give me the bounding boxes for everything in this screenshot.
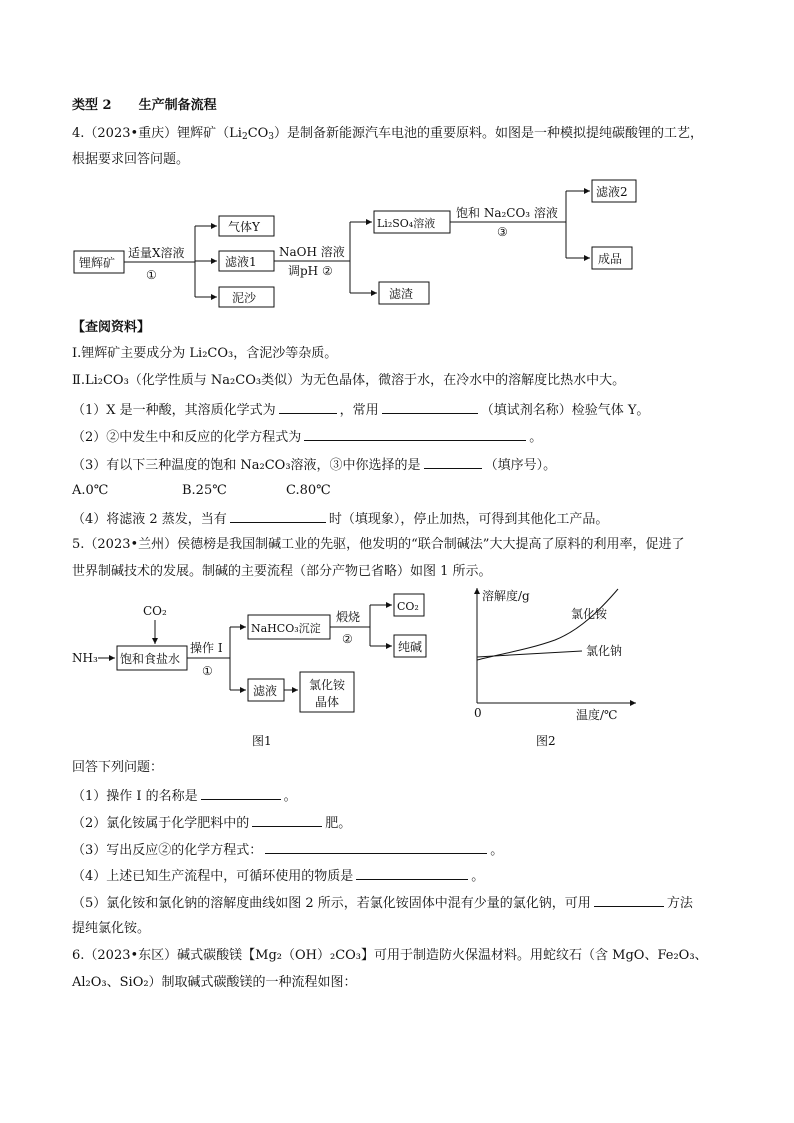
label-step3-reagent: 饱和 Na₂CO₃ 溶液 — [456, 206, 558, 220]
option-b[interactable]: B.25℃ — [182, 483, 227, 498]
q6-stem-line1: 6.（2023•东区）碱式碳酸镁【Mg₂（OH）₂CO₃】可用于制造防火保温材料。用蛇纹石（含 MgO、Fe₂O₃、 — [72, 948, 708, 963]
label-nahco3: NaHCO₃沉淀 — [251, 622, 321, 635]
answer-blank[interactable] — [279, 401, 337, 414]
q5-sub3: （3）写出反应②的化学方程式： 。 — [72, 843, 504, 858]
label-lithium-ore: 锂辉矿 — [79, 256, 116, 270]
answer-blank[interactable] — [594, 894, 664, 907]
curve-nacl — [477, 651, 582, 657]
q5-answer-prompt: 回答下列问题： — [72, 760, 164, 775]
label-gas-y: 气体Y — [228, 220, 260, 234]
q5-sub5-cont: 提纯氯化铵。 — [72, 921, 151, 936]
reference-1: Ⅰ.锂辉矿主要成分为 Li₂CO₃，含泥沙等杂质。 — [72, 346, 338, 361]
q5-stem-line1: 5.（2023•兰州）侯德榜是我国制碱工业的先驱，他发明的“联合制碱法”大大提高了原料的利用率，促进了 — [72, 537, 685, 552]
label-step2-reagent: NaOH 溶液 — [279, 245, 345, 259]
answer-blank[interactable] — [382, 401, 478, 414]
label-residue: 滤渣 — [389, 287, 414, 301]
label-curve-nh4cl: 氯化铵 — [571, 607, 608, 621]
graph-ylabel: 溶解度/g — [482, 589, 530, 603]
label-calcine-num: ② — [342, 632, 353, 646]
q4-stem-line2: 根据要求回答问题。 — [72, 152, 190, 167]
q5-figure2-solubility-graph — [460, 585, 660, 755]
label-filtrate1: 滤液1 — [225, 255, 257, 269]
label-op1: 操作 I — [190, 641, 223, 655]
q5-sub2: （2）氯化铵属于化学肥料中的 肥。 — [72, 816, 352, 831]
answer-blank[interactable] — [201, 787, 281, 800]
label-brine: 饱和食盐水 — [120, 652, 181, 666]
answer-blank[interactable] — [252, 814, 322, 827]
label-calcine: 煅烧 — [336, 610, 361, 624]
label-co2-out: CO₂ — [397, 600, 419, 613]
graph-origin: 0 — [474, 706, 482, 720]
q5-sub5: （5）氯化铵和氯化钠的溶解度曲线如图 2 所示，若氯化铵固体中混有少量的氯化钠，可用 方法 — [72, 896, 693, 911]
label-step1-num: ① — [146, 268, 157, 282]
label-step1-reagent: 适量X溶液 — [128, 246, 185, 260]
label-li2so4: Li₂SO₄溶液 — [377, 217, 436, 230]
reference-title: 【查阅资料】 — [72, 320, 151, 335]
graph-xlabel: 温度/℃ — [576, 708, 618, 722]
answer-blank[interactable] — [356, 867, 468, 880]
label-filtrate: 滤液 — [253, 684, 278, 698]
answer-blank[interactable] — [265, 841, 487, 854]
q5-sub4: （4）上述已知生产流程中，可循环使用的物质是 。 — [72, 869, 485, 884]
q4-flow-diagram — [0, 175, 794, 310]
label-nh4cl-1: 氯化铵 — [309, 678, 346, 692]
section-header — [72, 98, 217, 114]
option-a[interactable]: A.0℃ — [72, 483, 109, 498]
q4-options — [72, 483, 331, 499]
section-title: 生产制备流程 — [138, 98, 217, 113]
label-product: 成品 — [598, 252, 623, 266]
answer-blank[interactable] — [230, 510, 326, 523]
label-curve-nacl: 氯化钠 — [586, 644, 623, 658]
label-soda: 纯碱 — [398, 640, 423, 654]
label-nh3: NH₃ — [72, 651, 98, 665]
label-co2-in: CO₂ — [143, 604, 167, 618]
figure1-caption: 图1 — [252, 734, 272, 748]
answer-blank[interactable] — [424, 456, 482, 469]
q4-sub1: （1）X 是一种酸，其溶质化学式为 ，常用 （填试剂名称）检验气体 Y。 — [72, 403, 650, 418]
q4-sub3: （3）有以下三种温度的饱和 Na₂CO₃溶液，③中你选择的是 （填序号）。 — [72, 458, 557, 473]
answer-blank[interactable] — [304, 428, 526, 441]
label-step2-condition: 调pH ② — [288, 264, 333, 278]
label-op1-num: ① — [202, 664, 213, 678]
q6-stem-line2: Al₂O₃、SiO₂）制取碱式碳酸镁的一种流程如图： — [72, 975, 357, 990]
label-nh4cl-2: 晶体 — [315, 695, 340, 709]
label-filtrate2: 滤液2 — [596, 185, 628, 199]
label-step3-num: ③ — [497, 225, 508, 239]
label-mud: 泥沙 — [232, 291, 257, 305]
q4-sub4: （4）将滤液 2 蒸发，当有 时（填现象），停止加热，可得到其他化工产品。 — [72, 512, 609, 527]
q5-sub1: （1）操作 I 的名称是 。 — [72, 789, 297, 804]
q5-figure1-flow — [0, 585, 470, 755]
figure2-caption: 图2 — [536, 734, 556, 748]
section-label: 类型 2 — [72, 98, 112, 113]
q4-sub2: （2）②中发生中和反应的化学方程式为 。 — [72, 430, 543, 445]
option-c[interactable]: C.80℃ — [286, 483, 331, 498]
reference-2: Ⅱ.Li₂CO₃（化学性质与 Na₂CO₃类似）为无色晶体，微溶于水，在冷水中的溶解度比热水中大。 — [72, 373, 626, 388]
q4-stem-line1: 4.（2023•重庆）锂辉矿$(Li_2CO_3)$是制备新能源汽车电池的重要原料。如图是一种模拟提纯碳酸锂的工艺， — [72, 126, 704, 142]
q5-stem-line2: 世界制碱技术的发展。制碱的主要流程（部分产物已省略）如图 1 所示。 — [72, 564, 492, 579]
